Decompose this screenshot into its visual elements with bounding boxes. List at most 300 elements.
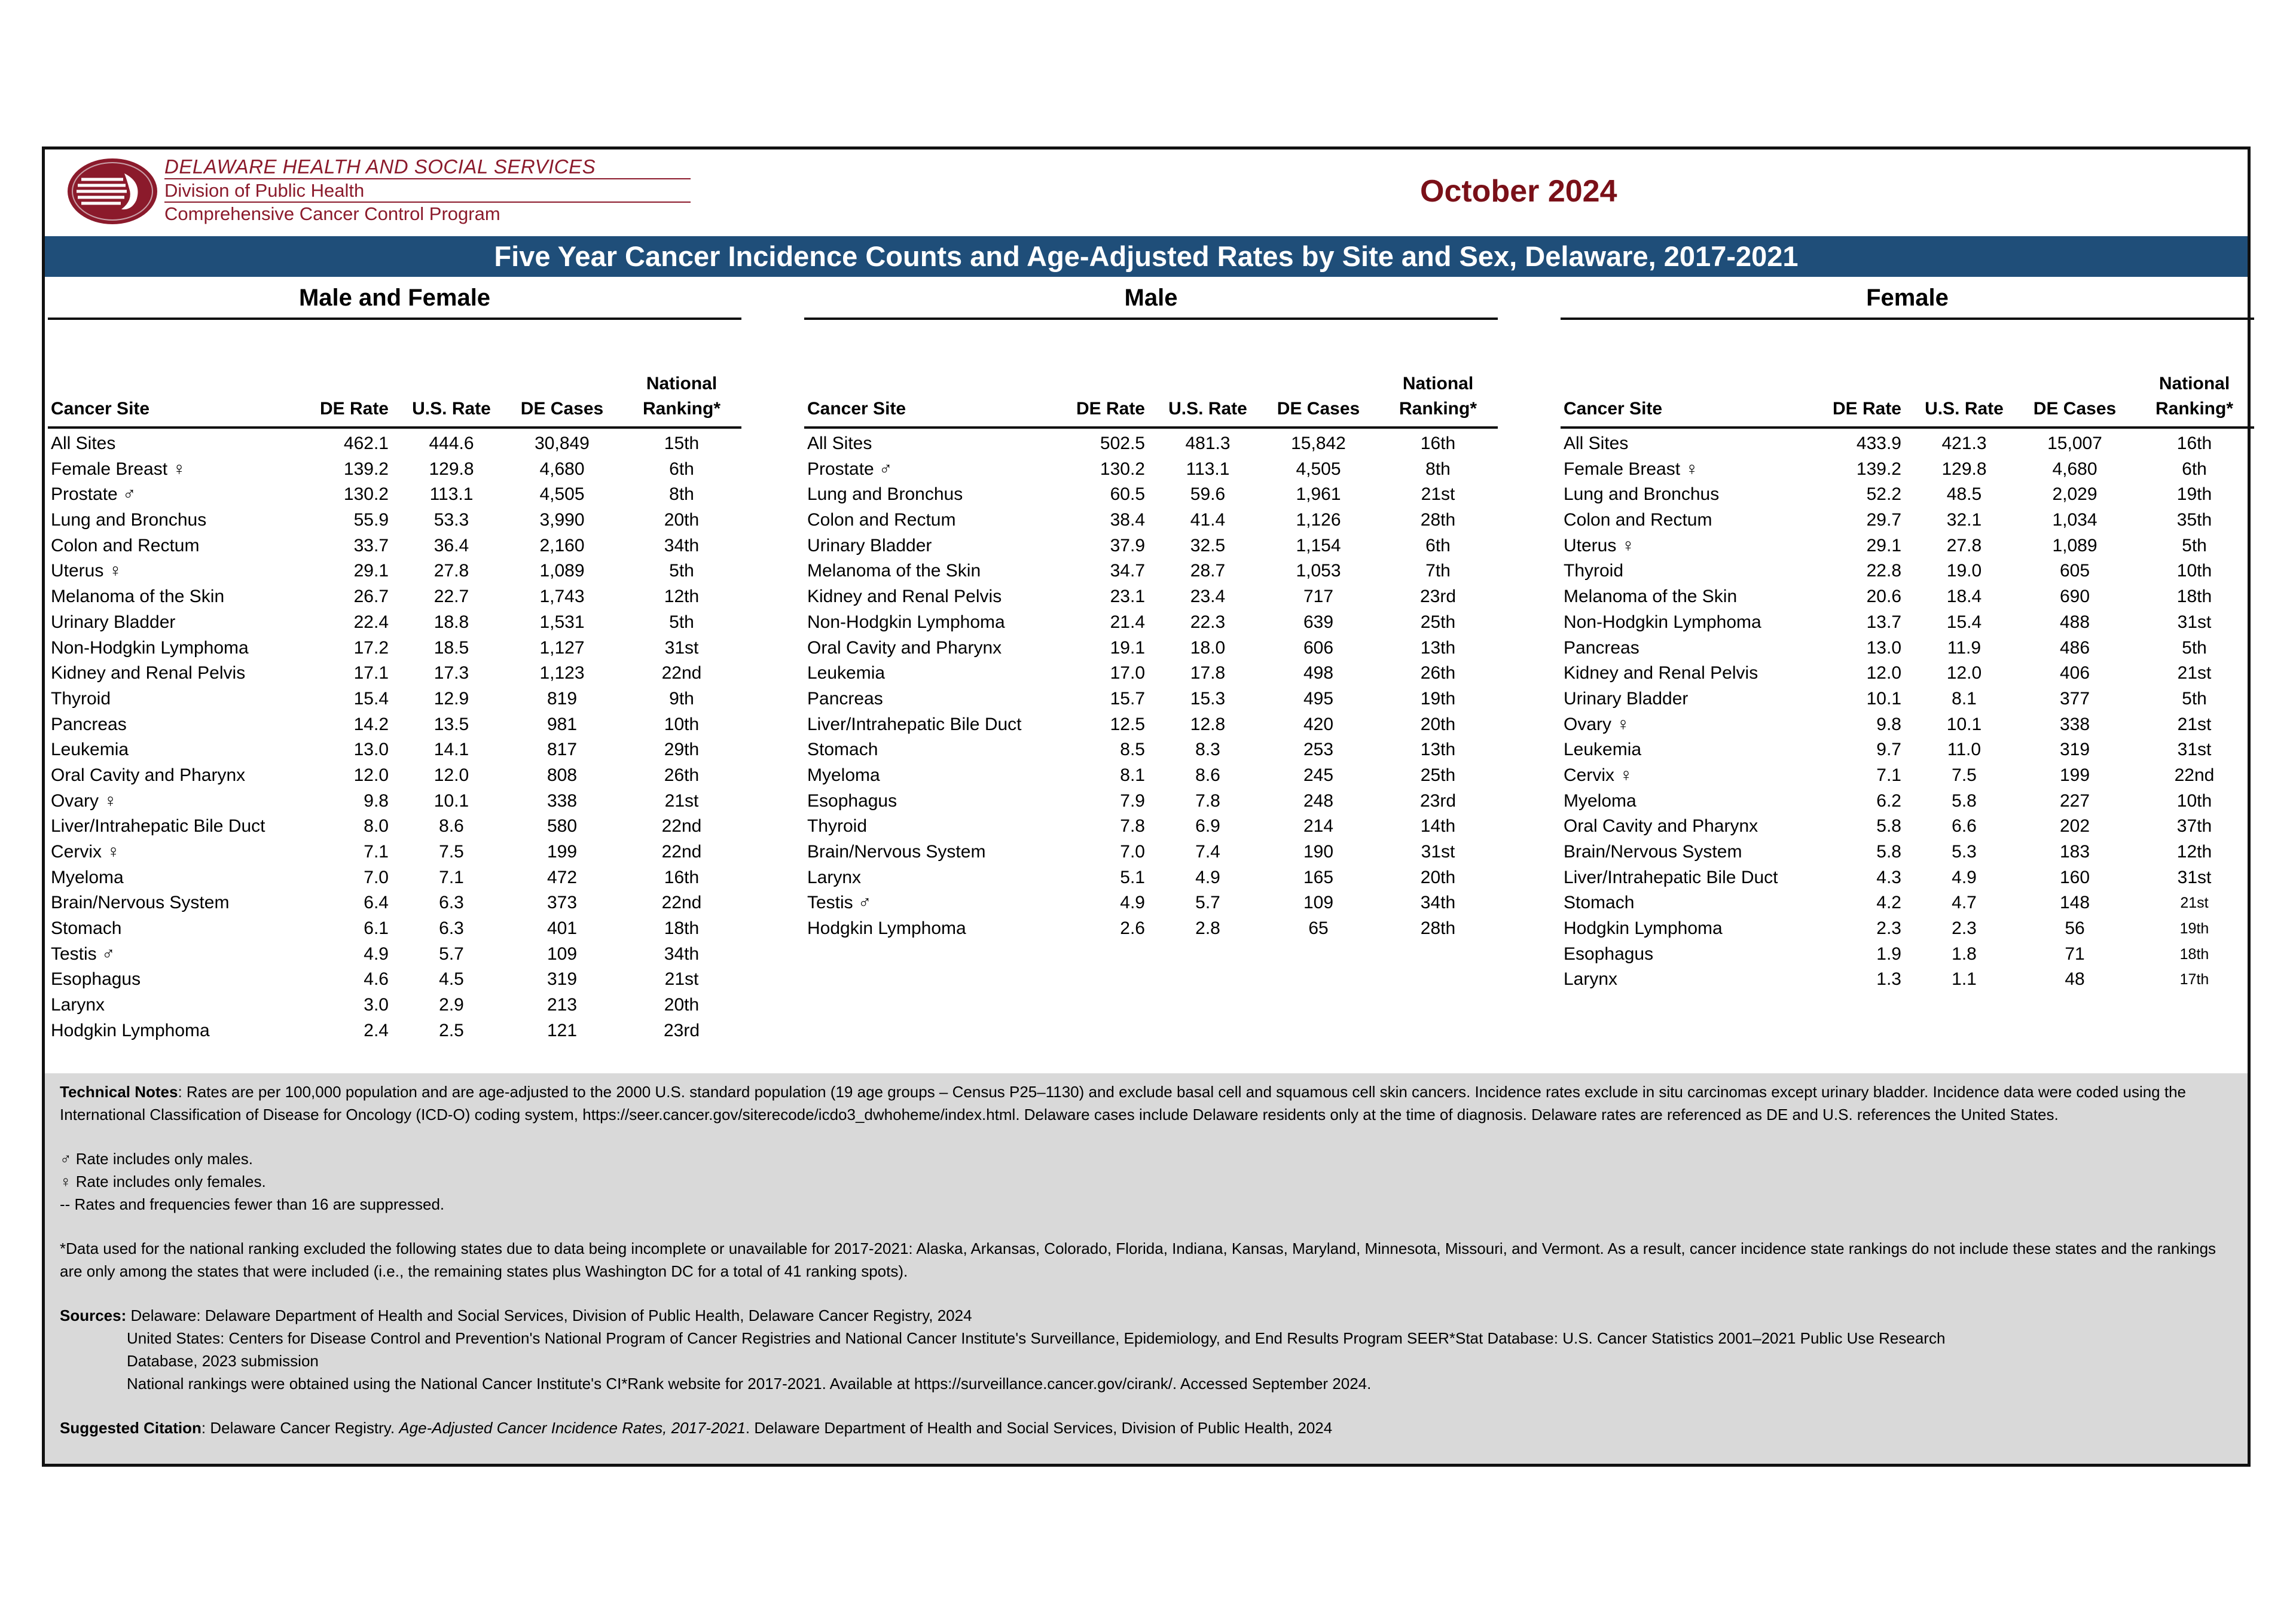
cell-de-rate: 7.8 xyxy=(1120,816,1145,837)
cell-ranking: 15th xyxy=(664,434,700,453)
table-row xyxy=(804,636,1498,661)
cell-de-rate: 462.1 xyxy=(343,434,389,453)
cell-ranking: 26th xyxy=(664,765,700,785)
org-rule xyxy=(164,178,691,179)
cell-ranking: 18th xyxy=(664,918,700,939)
cell-de-cases: 580 xyxy=(546,816,578,837)
cell-de-cases: 56 xyxy=(2065,918,2085,939)
cell-de-cases: 1,123 xyxy=(539,663,585,683)
cell-de-rate: 52.2 xyxy=(1866,484,1901,505)
cell-de-rate: 4.2 xyxy=(1876,893,1901,913)
cell-de-cases: 4,680 xyxy=(2052,459,2097,479)
cell-de-cases: 213 xyxy=(546,995,578,1015)
cell-site: Ovary ♀ xyxy=(51,790,117,811)
cell-site: Uterus ♀ xyxy=(51,561,123,581)
cell-ranking: 14th xyxy=(1420,816,1456,837)
cell-site: All Sites xyxy=(51,434,116,453)
cell-de-rate: 4.9 xyxy=(364,944,389,964)
cell-ranking: 21st xyxy=(2180,895,2209,912)
cell-us-rate: 18.4 xyxy=(1946,587,1982,607)
cell-de-cases: 981 xyxy=(546,714,578,734)
cell-site: Cervix ♀ xyxy=(1564,765,1633,785)
sources-label: Sources: xyxy=(60,1306,127,1324)
cell-us-rate: 8.6 xyxy=(1195,765,1220,785)
col-header-ranking-line2: Ranking* xyxy=(2155,399,2234,419)
table-row xyxy=(804,661,1498,686)
cell-de-cases: 420 xyxy=(1303,714,1334,734)
table-row xyxy=(48,457,741,483)
cell-de-rate: 5.8 xyxy=(1876,842,1901,862)
table-body xyxy=(1561,431,2254,993)
cell-us-rate: 32.1 xyxy=(1946,510,1982,530)
cell-site: Stomach xyxy=(51,918,122,939)
cell-de-rate: 17.0 xyxy=(1110,663,1145,683)
cell-us-rate: 444.6 xyxy=(429,434,474,453)
cell-us-rate: 4.7 xyxy=(1952,893,1977,913)
cell-us-rate: 15.3 xyxy=(1190,688,1226,709)
cell-ranking: 22nd xyxy=(661,663,702,683)
cell-ranking: 35th xyxy=(2176,510,2212,530)
col-header-ranking xyxy=(2150,371,2239,422)
cell-ranking: 10th xyxy=(664,714,700,734)
cell-site: Larynx xyxy=(1564,969,1618,990)
cell-de-rate: 6.4 xyxy=(364,893,389,913)
cell-de-cases: 148 xyxy=(2059,893,2090,913)
cell-us-rate: 7.8 xyxy=(1195,790,1220,811)
cell-site: Larynx xyxy=(807,867,862,887)
cell-ranking: 6th xyxy=(2182,459,2207,479)
cell-ranking: 22nd xyxy=(661,893,702,913)
cell-de-cases: 109 xyxy=(546,944,578,964)
cell-us-rate: 2.3 xyxy=(1952,918,1977,939)
table-row xyxy=(804,482,1498,508)
cell-site: All Sites xyxy=(807,434,872,453)
cell-us-rate: 12.0 xyxy=(433,765,469,785)
cell-de-rate: 22.4 xyxy=(353,612,389,632)
cell-de-rate: 9.7 xyxy=(1876,740,1901,760)
cell-de-rate: 7.0 xyxy=(364,867,389,887)
cell-us-rate: 22.7 xyxy=(433,587,469,607)
cell-ranking: 5th xyxy=(2182,535,2207,555)
cell-de-rate: 12.0 xyxy=(1866,663,1901,683)
cell-ranking: 5th xyxy=(2182,637,2207,658)
cell-ranking: 19th xyxy=(1420,688,1456,709)
cell-us-rate: 18.5 xyxy=(433,637,469,658)
cell-de-cases: 190 xyxy=(1303,842,1334,862)
table-row xyxy=(48,712,741,738)
cell-ranking: 6th xyxy=(669,459,694,479)
cell-de-rate: 37.9 xyxy=(1110,535,1145,555)
panel-title: Male xyxy=(1124,285,1178,311)
cell-de-cases: 605 xyxy=(2059,561,2090,581)
cell-ranking: 13th xyxy=(1420,740,1456,760)
cell-de-rate: 8.0 xyxy=(364,816,389,837)
report-header xyxy=(45,149,2248,236)
cell-site: Pancreas xyxy=(807,688,883,709)
table-row xyxy=(804,686,1498,712)
cell-ranking: 17th xyxy=(2179,971,2209,988)
cell-de-rate: 29.1 xyxy=(1866,535,1901,555)
cell-us-rate: 12.0 xyxy=(1946,663,1982,683)
cell-de-cases: 165 xyxy=(1303,867,1334,887)
cell-ranking: 37th xyxy=(2176,816,2212,837)
cell-us-rate: 7.1 xyxy=(439,867,464,887)
cell-us-rate: 11.0 xyxy=(1947,740,1981,760)
table-row xyxy=(1561,916,2254,942)
col-header-ranking xyxy=(637,371,726,422)
col-header-de-rate: DE Rate xyxy=(1832,399,1901,419)
cell-de-cases: 1,089 xyxy=(539,561,585,581)
cell-de-cases: 109 xyxy=(1303,893,1334,913)
cell-site: Prostate ♂ xyxy=(51,484,136,505)
cell-ranking: 21st xyxy=(664,969,699,990)
cell-site: Liver/Intrahepatic Bile Duct xyxy=(1564,867,1778,887)
cell-ranking: 18th xyxy=(2179,945,2209,963)
cell-site: Thyroid xyxy=(807,816,868,837)
cell-us-rate: 4.9 xyxy=(1952,867,1977,887)
table-row xyxy=(804,916,1498,942)
cell-ranking: 31st xyxy=(1421,842,1455,862)
report-frame xyxy=(42,146,2251,1467)
cell-us-rate: 129.8 xyxy=(1941,459,1987,479)
cell-de-cases: 71 xyxy=(2065,944,2085,964)
org-division: Division of Public Health xyxy=(164,180,365,201)
cell-ranking: 31st xyxy=(2177,612,2212,632)
cell-us-rate: 2.8 xyxy=(1195,918,1220,939)
cell-de-rate: 15.4 xyxy=(353,688,389,709)
cell-de-cases: 606 xyxy=(1303,637,1334,658)
table-row xyxy=(1561,431,2254,457)
org-block xyxy=(164,157,691,223)
cell-us-rate: 8.1 xyxy=(1952,688,1977,709)
cell-us-rate: 6.3 xyxy=(439,893,464,913)
cell-de-cases: 1,053 xyxy=(1296,561,1341,581)
cell-site: Melanoma of the Skin xyxy=(807,561,981,581)
cell-us-rate: 48.5 xyxy=(1946,484,1982,505)
table-row xyxy=(48,1018,741,1044)
cell-de-rate: 3.0 xyxy=(364,995,389,1015)
col-header-de-rate: DE Rate xyxy=(1076,399,1145,419)
cell-de-rate: 5.8 xyxy=(1876,816,1901,837)
cell-de-rate: 2.6 xyxy=(1120,918,1145,939)
cell-ranking: 34th xyxy=(1420,893,1456,913)
cell-ranking: 5th xyxy=(2182,688,2207,709)
table-row xyxy=(48,533,741,559)
cell-us-rate: 6.9 xyxy=(1195,816,1220,837)
cell-us-rate: 10.1 xyxy=(433,790,469,811)
table-row xyxy=(48,558,741,584)
cell-us-rate: 17.8 xyxy=(1190,663,1226,683)
table-row xyxy=(1561,712,2254,738)
cell-de-cases: 690 xyxy=(2059,587,2090,607)
cell-ranking: 25th xyxy=(1420,765,1456,785)
cell-de-rate: 7.9 xyxy=(1120,790,1145,811)
cell-us-rate: 421.3 xyxy=(1941,434,1987,453)
cell-de-rate: 10.1 xyxy=(1866,688,1901,709)
cell-ranking: 25th xyxy=(1420,612,1456,632)
panel-rule xyxy=(1561,318,2254,320)
cell-us-rate: 2.5 xyxy=(439,1020,464,1040)
col-header-us-rate: U.S. Rate xyxy=(1168,399,1247,419)
suggested-citation xyxy=(60,1417,2233,1439)
table-row xyxy=(804,533,1498,559)
dhss-logo-icon xyxy=(65,155,160,227)
cell-de-cases: 214 xyxy=(1303,816,1334,837)
table-row xyxy=(1561,865,2254,891)
cell-us-rate: 27.8 xyxy=(1946,535,1982,555)
cell-us-rate: 12.8 xyxy=(1190,714,1226,734)
table-row xyxy=(1561,942,2254,967)
cell-site: Esophagus xyxy=(1564,944,1654,964)
cell-de-cases: 373 xyxy=(546,893,578,913)
cell-de-cases: 121 xyxy=(546,1020,578,1040)
cell-site: Prostate ♂ xyxy=(807,459,893,479)
cell-de-rate: 2.3 xyxy=(1876,918,1901,939)
citation-post: . Delaware Department of Health and Social Services, Division of Public Health, 2024 xyxy=(745,1419,1333,1437)
cell-ranking: 28th xyxy=(1420,510,1456,530)
cell-us-rate: 13.5 xyxy=(433,714,469,734)
cell-ranking: 8th xyxy=(1425,459,1451,479)
col-header-de-cases: DE Cases xyxy=(1277,399,1360,419)
cell-us-rate: 36.4 xyxy=(433,535,469,555)
cell-de-cases: 817 xyxy=(546,740,578,760)
cell-de-cases: 227 xyxy=(2059,790,2090,811)
report-title: Five Year Cancer Incidence Counts and Age-Adjusted Rates by Site and Sex, Delaware, 2017-2021 xyxy=(45,236,2248,277)
cell-ranking: 19th xyxy=(2179,920,2209,938)
cell-us-rate: 4.5 xyxy=(439,969,464,990)
cell-us-rate: 7.5 xyxy=(439,842,464,862)
table-row xyxy=(48,942,741,967)
table-row xyxy=(1561,508,2254,533)
source-delaware xyxy=(60,1304,2233,1327)
cell-de-rate: 14.2 xyxy=(353,714,389,734)
cell-site: Melanoma of the Skin xyxy=(1564,587,1738,607)
cell-de-rate: 55.9 xyxy=(353,510,389,530)
cell-ranking: 31st xyxy=(2177,740,2212,760)
table-row xyxy=(804,839,1498,865)
col-header-us-rate: U.S. Rate xyxy=(1925,399,2004,419)
cell-de-cases: 498 xyxy=(1303,663,1334,683)
table-row xyxy=(48,686,741,712)
col-header-site: Cancer Site xyxy=(1564,399,1663,419)
cell-site: Non-Hodgkin Lymphoma xyxy=(1564,612,1761,632)
cell-ranking: 6th xyxy=(1425,535,1451,555)
cell-de-rate: 22.8 xyxy=(1866,561,1901,581)
source-national-rankings: National rankings were obtained using the National Cancer Institute's CI*Rank website for 2017-2021. Available at https://surveillance.cancer.gov/cirank/. Accessed September 2024. xyxy=(127,1375,1372,1393)
col-header-us-rate: U.S. Rate xyxy=(412,399,491,419)
table-row xyxy=(804,457,1498,483)
col-header-de-cases: DE Cases xyxy=(2033,399,2117,419)
cell-de-cases: 15,007 xyxy=(2047,434,2102,453)
legend-suppressed: -- Rates and frequencies fewer than 16 are suppressed. xyxy=(60,1195,445,1213)
cell-de-cases: 160 xyxy=(2059,867,2090,887)
panel-rule xyxy=(804,318,1498,320)
cell-site: Urinary Bladder xyxy=(51,612,176,632)
cell-us-rate: 59.6 xyxy=(1190,484,1226,505)
cell-site: Lung and Bronchus xyxy=(51,510,207,530)
cell-de-rate: 38.4 xyxy=(1110,510,1145,530)
cell-de-cases: 495 xyxy=(1303,688,1334,709)
table-row xyxy=(48,839,741,865)
cell-us-rate: 5.8 xyxy=(1952,790,1977,811)
cell-de-rate: 433.9 xyxy=(1856,434,1901,453)
cell-ranking: 20th xyxy=(664,995,700,1015)
cell-de-rate: 13.0 xyxy=(1866,637,1901,658)
table-row xyxy=(48,865,741,891)
cell-site: Leukemia xyxy=(1564,740,1642,760)
panel-female xyxy=(1561,283,2254,1204)
col-header-ranking-line2: Ranking* xyxy=(642,399,721,419)
cell-ranking: 13th xyxy=(1420,637,1456,658)
table-row xyxy=(48,814,741,839)
cell-site: Liver/Intrahepatic Bile Duct xyxy=(51,816,265,837)
cell-us-rate: 2.9 xyxy=(439,995,464,1015)
cell-de-cases: 4,505 xyxy=(1296,459,1341,479)
cell-de-cases: 202 xyxy=(2059,816,2090,837)
col-header-ranking-line1: National xyxy=(1402,374,1474,393)
cell-de-rate: 4.6 xyxy=(364,969,389,990)
legend-male: ♂ Rate includes only males. xyxy=(60,1150,253,1168)
cell-ranking: 8th xyxy=(669,484,694,505)
cell-de-rate: 139.2 xyxy=(1856,459,1901,479)
table-row xyxy=(804,789,1498,814)
table-row xyxy=(1561,789,2254,814)
cell-de-rate: 5.1 xyxy=(1120,867,1145,887)
cell-us-rate: 7.4 xyxy=(1195,842,1220,862)
cell-de-rate: 23.1 xyxy=(1110,587,1145,607)
cell-de-cases: 4,505 xyxy=(539,484,585,505)
cell-site: Pancreas xyxy=(51,714,127,734)
table-row xyxy=(48,482,741,508)
cell-ranking: 26th xyxy=(1420,663,1456,683)
cell-us-rate: 5.7 xyxy=(439,944,464,964)
cell-de-cases: 639 xyxy=(1303,612,1334,632)
cell-site: Stomach xyxy=(1564,893,1635,913)
cell-us-rate: 8.6 xyxy=(439,816,464,837)
cell-de-cases: 183 xyxy=(2059,842,2090,862)
cell-site: Hodgkin Lymphoma xyxy=(51,1020,210,1040)
cell-de-rate: 60.5 xyxy=(1110,484,1145,505)
cell-de-rate: 9.8 xyxy=(364,790,389,811)
cell-site: Female Breast ♀ xyxy=(51,459,186,479)
cell-de-cases: 2,160 xyxy=(539,535,585,555)
cell-site: Urinary Bladder xyxy=(807,535,932,555)
cell-ranking: 31st xyxy=(2177,867,2212,887)
table-row xyxy=(1561,636,2254,661)
table-row xyxy=(804,763,1498,789)
col-header-ranking xyxy=(1393,371,1483,422)
cell-us-rate: 18.0 xyxy=(1190,637,1226,658)
table-row xyxy=(48,993,741,1018)
org-program: Comprehensive Cancer Control Program xyxy=(164,203,500,224)
cell-site: Ovary ♀ xyxy=(1564,714,1630,734)
cell-ranking: 18th xyxy=(2176,587,2212,607)
cell-de-rate: 502.5 xyxy=(1100,434,1145,453)
cell-site: Myeloma xyxy=(51,867,124,887)
cell-ranking: 29th xyxy=(664,740,700,760)
cell-de-cases: 1,531 xyxy=(539,612,585,632)
cell-ranking: 22nd xyxy=(661,842,702,862)
col-header-ranking-line2: Ranking* xyxy=(1399,399,1477,419)
cell-site: Melanoma of the Skin xyxy=(51,587,225,607)
table-row xyxy=(48,890,741,916)
cell-de-cases: 819 xyxy=(546,688,578,709)
cell-site: Kidney and Renal Pelvis xyxy=(51,663,246,683)
cell-de-rate: 21.4 xyxy=(1110,612,1145,632)
cell-site: Colon and Rectum xyxy=(51,535,200,555)
cell-site: Testis ♂ xyxy=(807,893,872,913)
table-row xyxy=(48,636,741,661)
cell-de-cases: 319 xyxy=(546,969,578,990)
cell-de-cases: 199 xyxy=(546,842,578,862)
cell-de-cases: 1,154 xyxy=(1296,535,1341,555)
cell-site: Pancreas xyxy=(1564,637,1639,658)
table-row xyxy=(804,865,1498,891)
cell-de-cases: 253 xyxy=(1303,740,1334,760)
cell-us-rate: 6.3 xyxy=(439,918,464,939)
cell-us-rate: 14.1 xyxy=(433,740,469,760)
cell-de-cases: 717 xyxy=(1303,587,1334,607)
cell-ranking: 7th xyxy=(1425,561,1451,581)
cell-site: Non-Hodgkin Lymphoma xyxy=(51,637,249,658)
cell-ranking: 12th xyxy=(664,587,700,607)
cell-de-cases: 338 xyxy=(2059,714,2090,734)
cell-us-rate: 6.6 xyxy=(1952,816,1977,837)
cell-site: Oral Cavity and Pharynx xyxy=(807,637,1002,658)
cell-ranking: 16th xyxy=(664,867,700,887)
cell-site: Hodgkin Lymphoma xyxy=(1564,918,1723,939)
cell-de-cases: 2,029 xyxy=(2052,484,2097,505)
cell-de-rate: 4.3 xyxy=(1876,867,1901,887)
notes-section xyxy=(45,1073,2248,1464)
cell-site: Kidney and Renal Pelvis xyxy=(807,587,1002,607)
cell-de-cases: 488 xyxy=(2059,612,2090,632)
cell-site: Kidney and Renal Pelvis xyxy=(1564,663,1758,683)
table-row xyxy=(48,789,741,814)
cell-de-cases: 486 xyxy=(2059,637,2090,658)
cell-ranking: 5th xyxy=(669,612,694,632)
cell-de-cases: 1,126 xyxy=(1296,510,1341,530)
cell-site: Liver/Intrahepatic Bile Duct xyxy=(807,714,1022,734)
cell-de-cases: 338 xyxy=(546,790,578,811)
table-row xyxy=(48,508,741,533)
cell-de-rate: 15.7 xyxy=(1110,688,1145,709)
panel-title: Male and Female xyxy=(298,285,491,311)
source-1: Delaware: Delaware Department of Health and Social Services, Division of Public Health, Delaware Cancer Registry, 2024 xyxy=(126,1306,972,1324)
table-row xyxy=(804,712,1498,738)
ranking-note: *Data used for the national ranking excluded the following states due to data being incomplete or unavailable for 2017-2021: Alaska, Arkansas, Colorado, Florida, Indiana, Kansas, Maryland, Minnesota, Missouri, and Vermont. As a result, cancer incidence state rankings do not include these states and the rankings are only among the states that were included (i.e., the remaining states plus Washington DC for a total of 41 ranking spots). xyxy=(60,1240,2216,1280)
cell-de-cases: 30,849 xyxy=(535,434,590,453)
cell-us-rate: 32.5 xyxy=(1190,535,1226,555)
technical-notes-label: Technical Notes xyxy=(60,1083,178,1101)
table-body xyxy=(804,431,1498,942)
cell-de-cases: 1,743 xyxy=(539,587,585,607)
cell-ranking: 21st xyxy=(1421,484,1455,505)
cell-de-rate: 130.2 xyxy=(343,484,389,505)
col-header-de-rate: DE Rate xyxy=(319,399,389,419)
cell-us-rate: 5.3 xyxy=(1952,842,1977,862)
cell-ranking: 22nd xyxy=(2174,765,2215,785)
cell-site: Oral Cavity and Pharynx xyxy=(51,765,246,785)
cell-ranking: 9th xyxy=(669,688,694,709)
cell-de-cases: 199 xyxy=(2059,765,2090,785)
cell-de-rate: 19.1 xyxy=(1110,637,1145,658)
header-rule xyxy=(48,426,741,429)
cell-de-cases: 1,089 xyxy=(2052,535,2097,555)
report-date: October 2024 xyxy=(1420,174,1617,209)
cell-de-rate: 13.7 xyxy=(1866,612,1901,632)
table-row xyxy=(804,584,1498,610)
